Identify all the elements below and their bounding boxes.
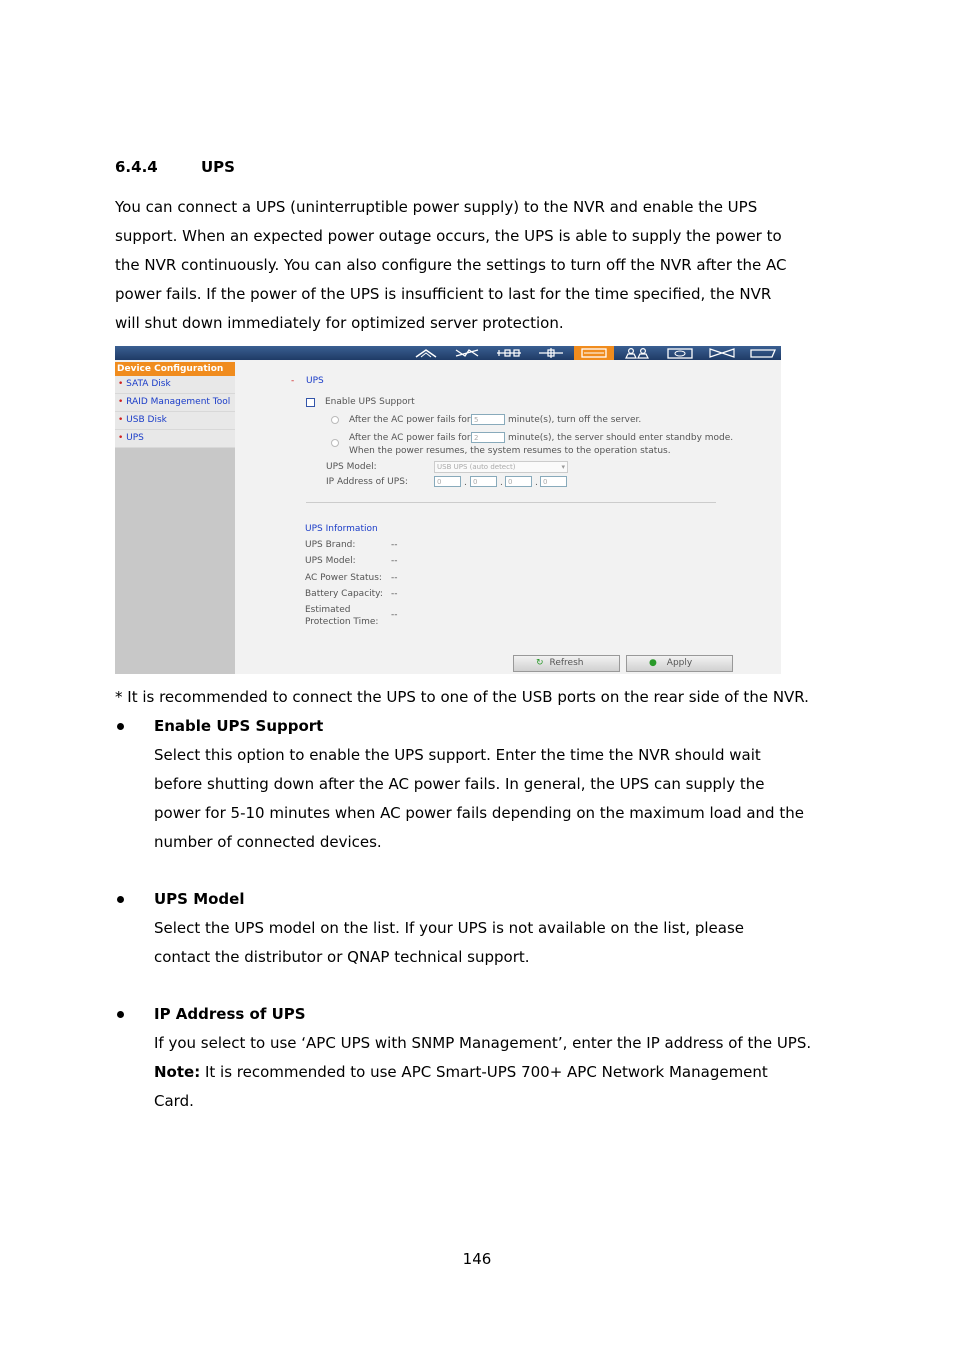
note-line: Card. [154,1092,194,1110]
enable-ups-label: Enable UPS Support [325,397,415,407]
sidebar-item-label: RAID Management Tool [126,397,231,407]
opt2-suffix: minute(s), the server should enter standby mode. [508,433,734,443]
bullet-line: If you select to use ‘APC UPS with SNMP Management’, enter the IP address of the UPS. [154,1034,812,1052]
info-value: -- [391,589,398,599]
bullet-line: before shutting down after the AC power fails. In general, the UPS can supply the [154,775,765,793]
info-title: UPS Information [305,524,378,534]
bullet-title: UPS Model [154,890,245,908]
opt1-suffix: minute(s), turn off the server. [508,415,642,425]
bullet-dot-icon: • [118,433,127,443]
recommend-note: * It is recommended to connect the UPS to one of the USB ports on the rear side of the NVR. [115,688,809,706]
bullet-dot-icon: • [118,397,127,407]
ups-model-value: USB UPS (auto detect) [437,463,516,471]
bullet-body [154,914,854,972]
info-value: -- [391,573,398,583]
turn-off-radio[interactable] [331,416,339,424]
apply-label: Apply [666,658,693,668]
refresh-icon: ↻ [536,658,544,668]
ups-settings-screenshot [115,346,781,674]
section-title: UPS [201,158,235,176]
apply-button[interactable] [626,655,733,672]
refresh-label: Refresh [549,658,584,668]
sidebar-item-label: UPS [126,433,144,443]
page-number: 146 [462,1250,492,1268]
sidebar-header: Device Configuration [115,362,235,376]
note-line [154,1058,874,1087]
bullet-line: Select the UPS model on the list. If your UPS is not available on the list, please [154,919,745,937]
monitor-icon[interactable] [663,346,697,360]
panel-title: UPS [306,376,324,386]
info-label: Estimated [305,605,351,615]
collapse-icon[interactable]: - [291,376,295,386]
tools-icon[interactable] [534,346,568,360]
ups-model-label: UPS Model: [326,462,377,472]
intro-paragraph [115,193,850,338]
opt2-note: When the power resumes, the system resumes to the operation status. [349,446,671,456]
enable-ups-checkbox[interactable] [306,398,315,407]
sidebar-item-sata-disk[interactable] [115,376,235,394]
apply-icon: ● [649,658,657,668]
sidebar-item-raid-tool[interactable] [115,394,235,412]
intro-line: support. When an expected power outage occurs, the UPS is able to supply the power to [115,227,782,245]
info-label: UPS Model: [305,556,356,566]
bullet-icon [117,1011,124,1018]
ups-settings-panel [235,360,781,674]
opt2-prefix: After the AC power fails for [349,433,471,443]
bullet-icon [117,723,124,730]
ip-octet-3-input[interactable]: 0 [505,476,532,487]
bullet-dot-icon: • [118,379,127,389]
ip-dot: . [500,478,503,488]
intro-line: You can connect a UPS (uninterruptible power supply) to the NVR and enable the UPS [115,198,758,216]
standby-minutes-input[interactable]: 2 [471,432,505,443]
info-label: UPS Brand: [305,540,356,550]
ip-address-label: IP Address of UPS: [326,477,408,487]
section-heading [115,158,235,176]
sidebar-item-ups[interactable] [115,430,235,448]
bullet-line: Select this option to enable the UPS support. Enter the time the NVR should wait [154,746,761,764]
hardware-icon[interactable] [574,346,614,360]
note-label: Note: [154,1063,201,1081]
divider [306,502,716,503]
bullet-body [154,741,854,857]
ups-model-select[interactable] [434,461,568,473]
sidebar-item-usb-disk[interactable] [115,412,235,430]
system-icon[interactable] [746,346,780,360]
sidebar-item-label: USB Disk [126,415,167,425]
home-icon[interactable] [409,346,443,360]
bullet-icon [117,896,124,903]
intro-line: the NVR continuously. You can also configure the settings to turn off the NVR after the AC [115,256,787,274]
network-icon[interactable] [450,346,484,360]
ip-dot: . [535,478,538,488]
standby-radio[interactable] [331,439,339,447]
sidebar [115,362,235,674]
chevron-down-icon: ▾ [561,463,565,471]
bullet-title: IP Address of UPS [154,1005,306,1023]
top-toolbar [115,346,781,360]
sidebar-item-label: SATA Disk [126,379,171,389]
info-value: -- [391,540,398,550]
bullet-line: power for 5-10 minutes when AC power fails depending on the maximum load and the [154,804,804,822]
opt1-prefix: After the AC power fails for [349,415,471,425]
bullet-dot-icon: • [118,415,127,425]
bullet-body [154,1029,874,1116]
info-label: Protection Time: [305,617,379,627]
section-number: 6.4.4 [115,158,158,176]
note-text: It is recommended to use APC Smart-UPS 700+ APC Network Management [200,1063,768,1081]
device-icon[interactable] [492,346,526,360]
bullet-title: Enable UPS Support [154,717,324,735]
users-icon[interactable] [620,346,654,360]
ip-octet-2-input[interactable]: 0 [470,476,497,487]
info-label: Battery Capacity: [305,589,383,599]
info-label: AC Power Status: [305,573,382,583]
intro-line: will shut down immediately for optimized server protection. [115,314,564,332]
refresh-button[interactable] [513,655,620,672]
info-value: -- [391,556,398,566]
ip-octet-4-input[interactable]: 0 [540,476,567,487]
info-value: -- [391,610,398,620]
ip-octet-1-input[interactable]: 0 [434,476,461,487]
logs-icon[interactable] [705,346,739,360]
intro-line: power fails. If the power of the UPS is insufficient to last for the time specified, the NVR [115,285,772,303]
bullet-line: contact the distributor or QNAP technical support. [154,948,530,966]
turn-off-minutes-input[interactable]: 5 [471,414,505,425]
ip-dot: . [464,478,467,488]
bullet-line: number of connected devices. [154,833,382,851]
